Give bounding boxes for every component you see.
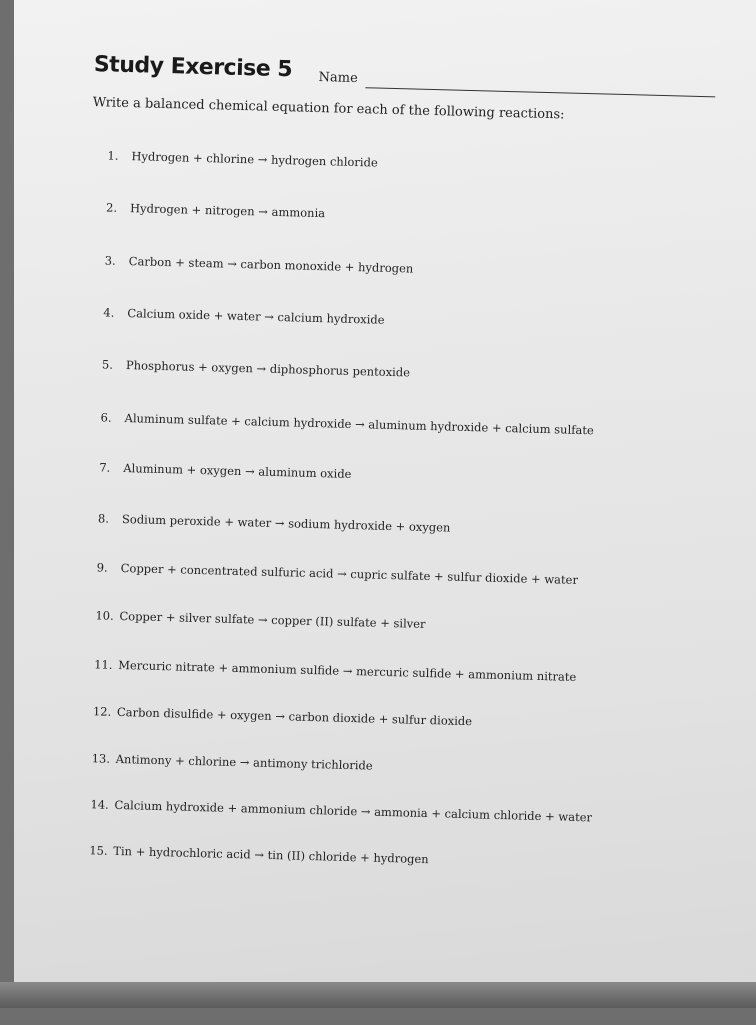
item-number: 5. [101,357,114,372]
item-number: 13. [91,751,111,766]
list-item [102,357,410,379]
page-title: Study Exercise 5 [93,52,293,83]
item-text: Hydrogen + chlorine → hydrogen chloride [131,149,378,170]
item-number: 11. [93,657,113,672]
item-text: Hydrogen + nitrogen → ammonia [129,201,326,221]
list-item [97,560,579,587]
item-number: 12. [92,704,112,719]
item-number: 4. [103,305,115,320]
item-number: 8. [97,511,110,526]
item-text: Copper + silver sulfate → copper (II) sulfate + silver [119,608,426,631]
item-text: Phosphorus + oxygen → diphosphorus pentoxide [125,358,411,380]
name-blank-line [365,87,715,97]
item-text: Carbon disulfide + oxygen → carbon dioxide + sulfur dioxide [116,704,473,729]
list-item [94,657,576,684]
list-item [98,511,451,534]
item-number: 10. [95,608,114,623]
item-text: Aluminum + oxygen → aluminum oxide [123,461,352,481]
list-item [92,751,373,772]
item-number: 2. [105,200,118,215]
list-item [103,305,385,326]
item-text: Mercuric nitrate + ammonium sulfide → mercuric sulfide + ammonium nitrate [117,657,577,684]
item-text: Calcium hydroxide + ammonium chloride → ammonia + calcium chloride + water [114,797,593,825]
item-text: Carbon + steam → carbon monoxide + hydrogen [128,254,414,276]
item-number: 9. [96,560,108,575]
list-item [107,148,378,169]
item-text: Copper + concentrated sulfuric acid → cupric sulfate + sulfur dioxide + water [120,560,579,587]
item-number: 1. [107,148,119,163]
instructions: Write a balanced chemical equation for each of the following reactions: [92,95,565,123]
item-text: Sodium peroxide + water → sodium hydroxide + oxygen [121,511,451,535]
item-number: 3. [104,253,116,268]
item-number: 14. [90,797,109,812]
list-item [105,253,414,275]
item-number: 7. [99,460,111,475]
item-number: 6. [100,410,112,425]
item-text: Tin + hydrochloric acid → tin (II) chloride + hydrogen [113,843,429,867]
list-item [99,460,351,481]
item-text: Aluminum sulfate + calcium hydroxide → aluminum hydroxide + calcium sulfate [124,411,594,438]
item-text: Antimony + chlorine → antimony trichloride [115,751,373,773]
item-number: 15. [89,843,108,858]
list-item [90,797,592,824]
item-text: Calcium oxide + water → calcium hydroxide [127,306,385,327]
list-item [89,843,429,866]
name-label: Name [318,69,358,87]
list-item [100,410,593,437]
list-item [95,608,425,631]
list-item [93,704,472,728]
list-item [106,200,325,220]
